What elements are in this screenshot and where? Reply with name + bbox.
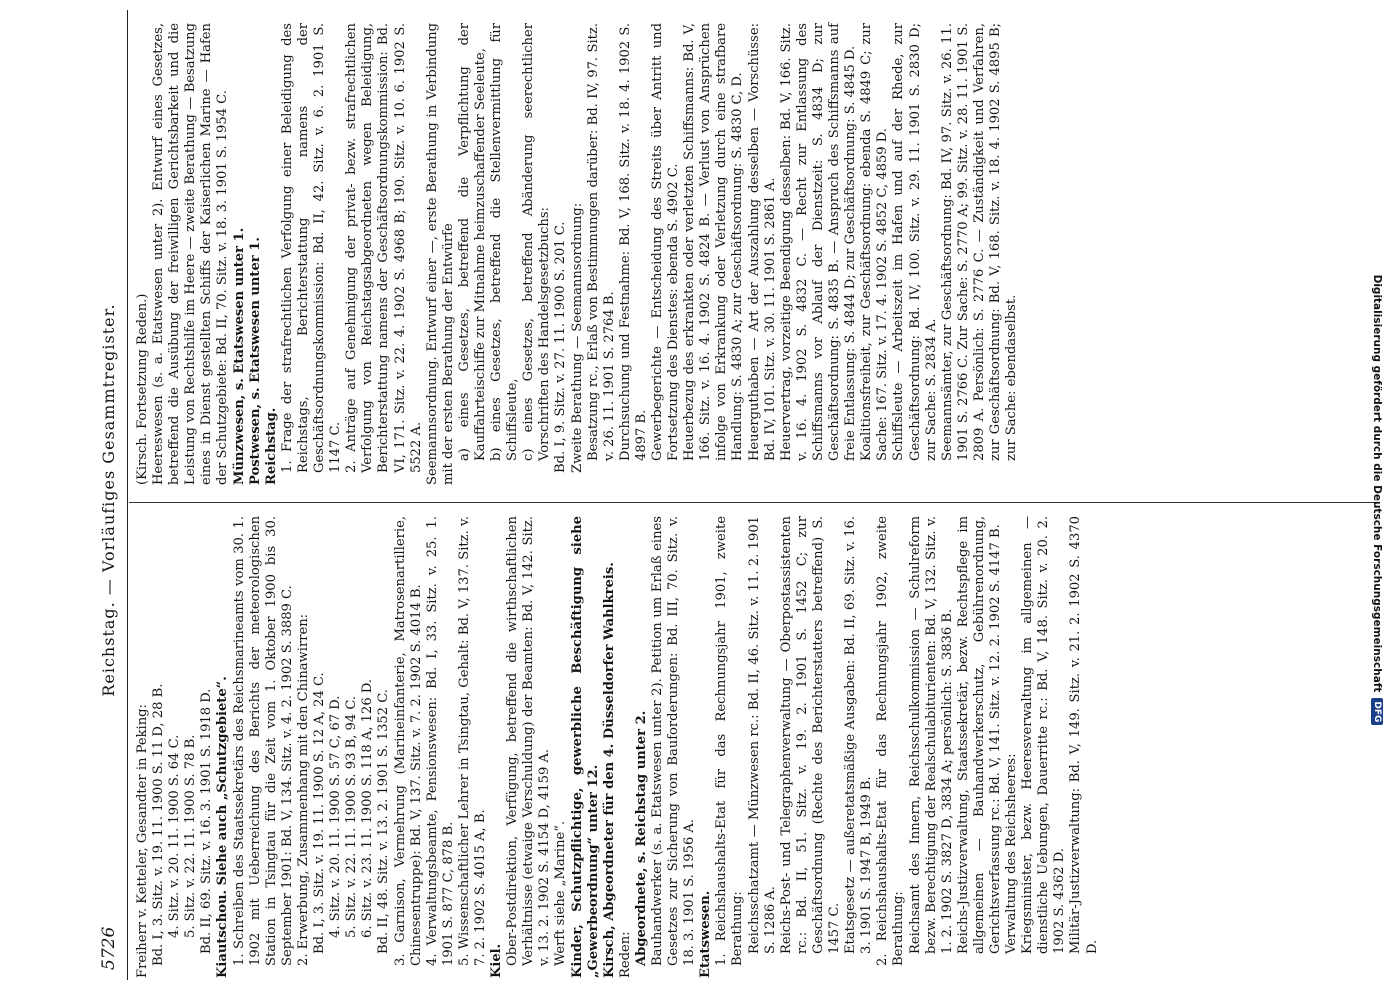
index-heading: Kiautschou. Siehe auch „Schutzgebiete“. bbox=[215, 676, 231, 978]
index-entry: Etatsgesetz — außeretatsmäßige Ausgaben: Bd. II, 69. Sitz. v. 16. 3. 1901 S. 1947 B, 1949 B. bbox=[843, 516, 875, 954]
header-rule bbox=[127, 10, 128, 980]
index-entry: Seemannsämter, zur Geschäftsordnung: Bd. IV, 97. Sitz. v. 26. 11. 1901 S. 2766 C. Zur Sache: S. 2770 A; 99. Sitz. v. 28. 11. 1901 S. 2809 A. Persönlich: S. 2776 C. — Zuständigkeit und Verfahren, zur Geschäftsordnung: Bd. V, 168. Sitz. v. 18. 4. 1902 S. 4895 B; zur Sache: ebendaselbst. bbox=[939, 23, 1020, 461]
index-entry: Bd. I, 9. Sitz. v. 27. 11. 1900 S. 201 C. bbox=[553, 221, 569, 473]
index-heading: Münzwesen, s. Etatswesen unter 1. bbox=[231, 227, 247, 485]
index-entry: Besatzung rc., Erlaß von Bestimmungen darüber: Bd. IV, 97. Sitz. v. 26. 11. 1901 S. 2764 B. bbox=[585, 23, 617, 461]
index-entry: 2. Erwerbung, Zusammenhang mit den Chinawirren: bbox=[295, 613, 311, 966]
index-entry: Seemannsordnung. Entwurf einer —, erste Berathung in Verbindung mit der ersten Berathung der Entwürfe bbox=[424, 23, 456, 485]
index-entry: Heuervertrag, vorzeitige Beendigung desselben: Bd. V, 166. Sitz. v. 16. 4. 1902 S. 4832 C. — Recht zur Entlassung des Schiffsmanns vor Ablauf der Dienstzeit: S. 4834 D; zur Geschäftsordnung: S. 4835 B. — Anspruch des Schiffsmanns auf freie Entlassung: S. 4844 D; zur Geschäftsordnung: S. 4845 D. bbox=[778, 23, 859, 461]
index-entry: 5. Sitz. v. 22. 11. 1900 S. 78 B. bbox=[183, 734, 199, 938]
index-entry: 2. Anträge auf Genehmigung der privat- bezw. strafrechtlichen Verfolgung von Reichstagsabgeordneten wegen Beleidigung, Berichterstattung namens der Geschäftsordnungskommission: Bd. VI, 171. Sitz. v. 22. 4. 1902 S. 4968 B; 190. Sitz. v. 10. 6. 1902 S. 5522 A. bbox=[344, 23, 424, 473]
index-entry: Reden: bbox=[617, 931, 633, 978]
index-entry: 4. Verwaltungsbeamte, Pensionswesen: Bd. I, 33. Sitz. v. 25. 1. 1901 S. 877 C, 878 B. bbox=[424, 516, 456, 966]
index-heading: Etatswesen. bbox=[698, 890, 714, 978]
index-entry: Militär-Justizverwaltung: Bd. V, 149. Sitz. v. 21. 2. 1902 S. 4370 D. bbox=[1068, 516, 1100, 954]
index-entry: 4. Sitz. v. 20. 11. 1900 S. 57 C, 67 D. bbox=[328, 695, 344, 938]
index-entry: (Kirsch. Fortsetzung Reden.) bbox=[135, 293, 150, 485]
index-entry: Heereswesen (s. a. Etatswesen unter 2). Entwurf eines Gesetzes, betreffend die Ausübung der freiwilligen Gerichtsbarkeit und die Leistung von Rechtshilfe im Heere — zweite Berathung — Besatzung eines in Dienst gestellten Schiffs der Kaiserlichen Marine — Hafen der Schutzgebiete: Bd. II, 70. Sitz. v. 18. 3. 1901 S. 1954 C. bbox=[151, 23, 231, 485]
index-entry: Koalitionsfreiheit, zur Geschäftsordnung: ebenda S. 4849 C; zur Sache: 167. Sitz. v. 17. 4. 1902 S. 4852 C, 4859 D. bbox=[859, 23, 891, 461]
index-entry: Bauhandwerker (s. a. Etatswesen unter 2). Petition um Erlaß eines Gesetzes zur Sicherung von Bauforderungen: Bd. III, 70. Sitz. v. 18. 3. 1901 S. 1956 A. bbox=[650, 516, 698, 966]
index-entry: Schiffsleute — Arbeitszeit im Hafen und auf der Rhede, zur Geschäftsordnung: Bd. IV, 100. Sitz. v. 29. 11. 1901 S. 2830 D; zur Sache: S. 2834 A. bbox=[891, 23, 939, 461]
index-entry: 5. Sitz. v. 22. 11. 1900 S. 93 B, 94 C. bbox=[344, 695, 360, 938]
digitization-credit bbox=[1368, 250, 1386, 750]
index-entry: Reichs-Justizverwaltung, Staatssekretär, bezw. Rechtspflege im allgemeinen — Bauhandwerkerschutz, Gebührenordnung, Gerichtsverfassung rc.: Bd. V, 141. Sitz. v. 12. 2. 1902 S. 4147 B. bbox=[955, 516, 1003, 954]
index-entry: Bd. I, 3. Sitz. v. 19. 11. 1900 S. 12 A, 24 C. bbox=[312, 672, 328, 954]
index-entry: b) eines Gesetzes, betreffend die Stellenvermittlung für Schiffsleute, bbox=[489, 23, 521, 461]
index-entry: 1. Schreiben des Staatssekretärs des Reichsmarineamts vom 30. 1. 1902 mit Ueberreichung des Berichts der meteorologischen Station in Tsingtau für die Zeit vom 1. Oktober 1900 bis 30. September 1901: Bd. V, 134. Sitz. v. 4. 2. 1902 S. 3889 C. bbox=[231, 516, 295, 966]
index-heading: Kiel. bbox=[489, 943, 505, 978]
index-entry: Ober-Postdirektion, Verfügung, betreffend die wirthschaftlichen Verhältnisse (etwaige Verschuldung) der Beamten: Bd. V, 142. Sitz. v. 13. 2. 1902 S. 4154 D, 4159 A. bbox=[505, 516, 553, 966]
index-entry: c) eines Gesetzes, betreffend Abänderung seerechtlicher Vorschriften des Handelsgesetzbuchs: bbox=[521, 23, 553, 461]
index-entry: a) eines Gesetzes, betreffend die Verpflichtung der Kauffahrteischiffe zur Mitnahme heimzuschaffender Seeleute, bbox=[456, 23, 488, 461]
right-column bbox=[135, 23, 1020, 485]
column-divider bbox=[129, 502, 1379, 503]
index-entry: Reichs-Post- und Telegraphenverwaltung — Oberpostassistenten rc.: Bd. II, 51. Sitz. v. 19. 2. 1901 S. 1452 C; zur Geschäftsordnung (Rechte des Berichterstatters betreffend) S. 1457 C. bbox=[778, 516, 843, 954]
index-entry: Werft siehe „Marine“. bbox=[553, 820, 569, 966]
index-entry: Bd. I, 3. Sitz. v. 19. 11. 1900 S. 11 D, 28 B. bbox=[151, 683, 167, 966]
index-entry: 6. Sitz. v. 23. 11. 1900 S. 118 A, 126 D. bbox=[360, 678, 376, 938]
index-entry: Heuerguthaben — Art der Auszahlung desselben — Vorschüsse: Bd. IV, 101. Sitz. v. 30. 11. 1901 S. 2861 A. bbox=[746, 23, 778, 461]
index-entry: 3. Garnison, Vermehrung (Marineinfanterie, Matrosenartillerie, Chinesentruppe): Bd. V, 137. Sitz. v. 7. 2. 1902 S. 4014 B. bbox=[392, 516, 424, 966]
index-heading: Reichstag. bbox=[263, 407, 279, 485]
index-entry: Reichsamt des Innern, Reichsschulkommission — Schulreform bezw. Berechtigung der Realschulabiturienten: Bd. V, 132. Sitz. v. 1. 2. 1902 S. 3827 D, 3834 A; persönlich: S. 3836 B. bbox=[907, 516, 955, 954]
index-heading: Postwesen, s. Etatswesen unter 1. bbox=[247, 237, 263, 485]
index-heading: Kinder, Schutzpflichtige, gewerbliche Beschäftigung siehe „Gewerbeordnung“ unter 12. bbox=[569, 516, 601, 978]
index-entry: 1. Reichshaushalts-Etat für das Rechnungsjahr 1901, zweite Berathung: bbox=[714, 516, 746, 966]
dfg-logo: DFG bbox=[1371, 698, 1383, 725]
index-entry: Kriegsminister, bezw. Heeresverwaltung im allgemeinen — dienstliche Uebungen, Dauerritte rc.: Bd. V, 148. Sitz. v. 20. 2. 1902 S. 4362 D. bbox=[1020, 516, 1068, 954]
running-head: Reichstag. — Vorläufiges Gesammtregister. bbox=[99, 303, 118, 697]
index-entry: Bd. II, 69. Sitz. v. 16. 3. 1901 S. 1918 D. bbox=[199, 688, 215, 954]
index-entry: Durchsuchung und Festnahme: Bd. V, 168. Sitz. v. 18. 4. 1902 S. 4897 B. bbox=[617, 23, 649, 461]
page-header bbox=[95, 30, 127, 970]
index-entry: Gewerbegerichte — Entscheidung des Streits über Antritt und Fortsetzung des Dienstes: ebenda S. 4902 C. bbox=[650, 23, 682, 461]
index-entry: Freiherr v. Ketteler, Gesandter in Peking: bbox=[135, 704, 150, 978]
index-entry: Bd. II, 48. Sitz. v. 13. 2. 1901 S. 1352 C. bbox=[376, 689, 392, 954]
credit-text: Digitalisierung gefördert durch die Deutsche Forschungsgemeinschaft bbox=[1371, 274, 1383, 693]
index-entry: 2. Reichshaushalts-Etat für das Rechnungsjahr 1902, zweite Berathung: bbox=[875, 516, 907, 966]
left-column bbox=[135, 516, 1101, 978]
page-number: 5726 bbox=[99, 926, 119, 970]
index-entry: Verwaltung des Reichsheeres: bbox=[1004, 753, 1020, 954]
index-entry: Heuerbezug des erkrankten oder verletzten Schiffsmanns: Bd. V, 166. Sitz. v. 16. 4. 1902 S. 4824 B. — Verlust von Ansprüchen infolge von Erkrankung oder Verletzung durch eine strafbare Handlung: S. 4830 A; zur Geschäftsordnung: S. 4830 C, D. bbox=[682, 23, 746, 461]
index-heading: Kirsch, Abgeordneter für den 4. Düsseldorfer Wahlkreis. bbox=[601, 562, 617, 978]
index-entry: Zweite Berathung — Seemannsordnung: bbox=[569, 202, 585, 473]
index-entry: 5. Wissenschaftlicher Lehrer in Tsingtau, Gehalt: Bd. V, 137. Sitz. v. 7. 2. 1902 S. 4015 A, B. bbox=[456, 516, 488, 966]
index-entry: Reichsschatzamt — Münzwesen rc.: Bd. II, 46. Sitz. v. 11. 2. 1901 S. 1286 A. bbox=[746, 516, 778, 954]
rotated-page-content bbox=[95, 0, 1385, 1000]
index-entry: 4. Sitz. v. 20. 11. 1900 S. 64 C. bbox=[167, 734, 183, 938]
index-heading: Abgeordnete, s. Reichstag unter 2. bbox=[633, 710, 649, 966]
index-entry: 1. Frage der strafrechtlichen Verfolgung einer Beleidigung des Reichstags, Berichterstattung namens der Geschäftsordnungskommission: Bd. II, 42. Sitz. v. 6. 2. 1901 S. 1147 C. bbox=[279, 23, 344, 473]
